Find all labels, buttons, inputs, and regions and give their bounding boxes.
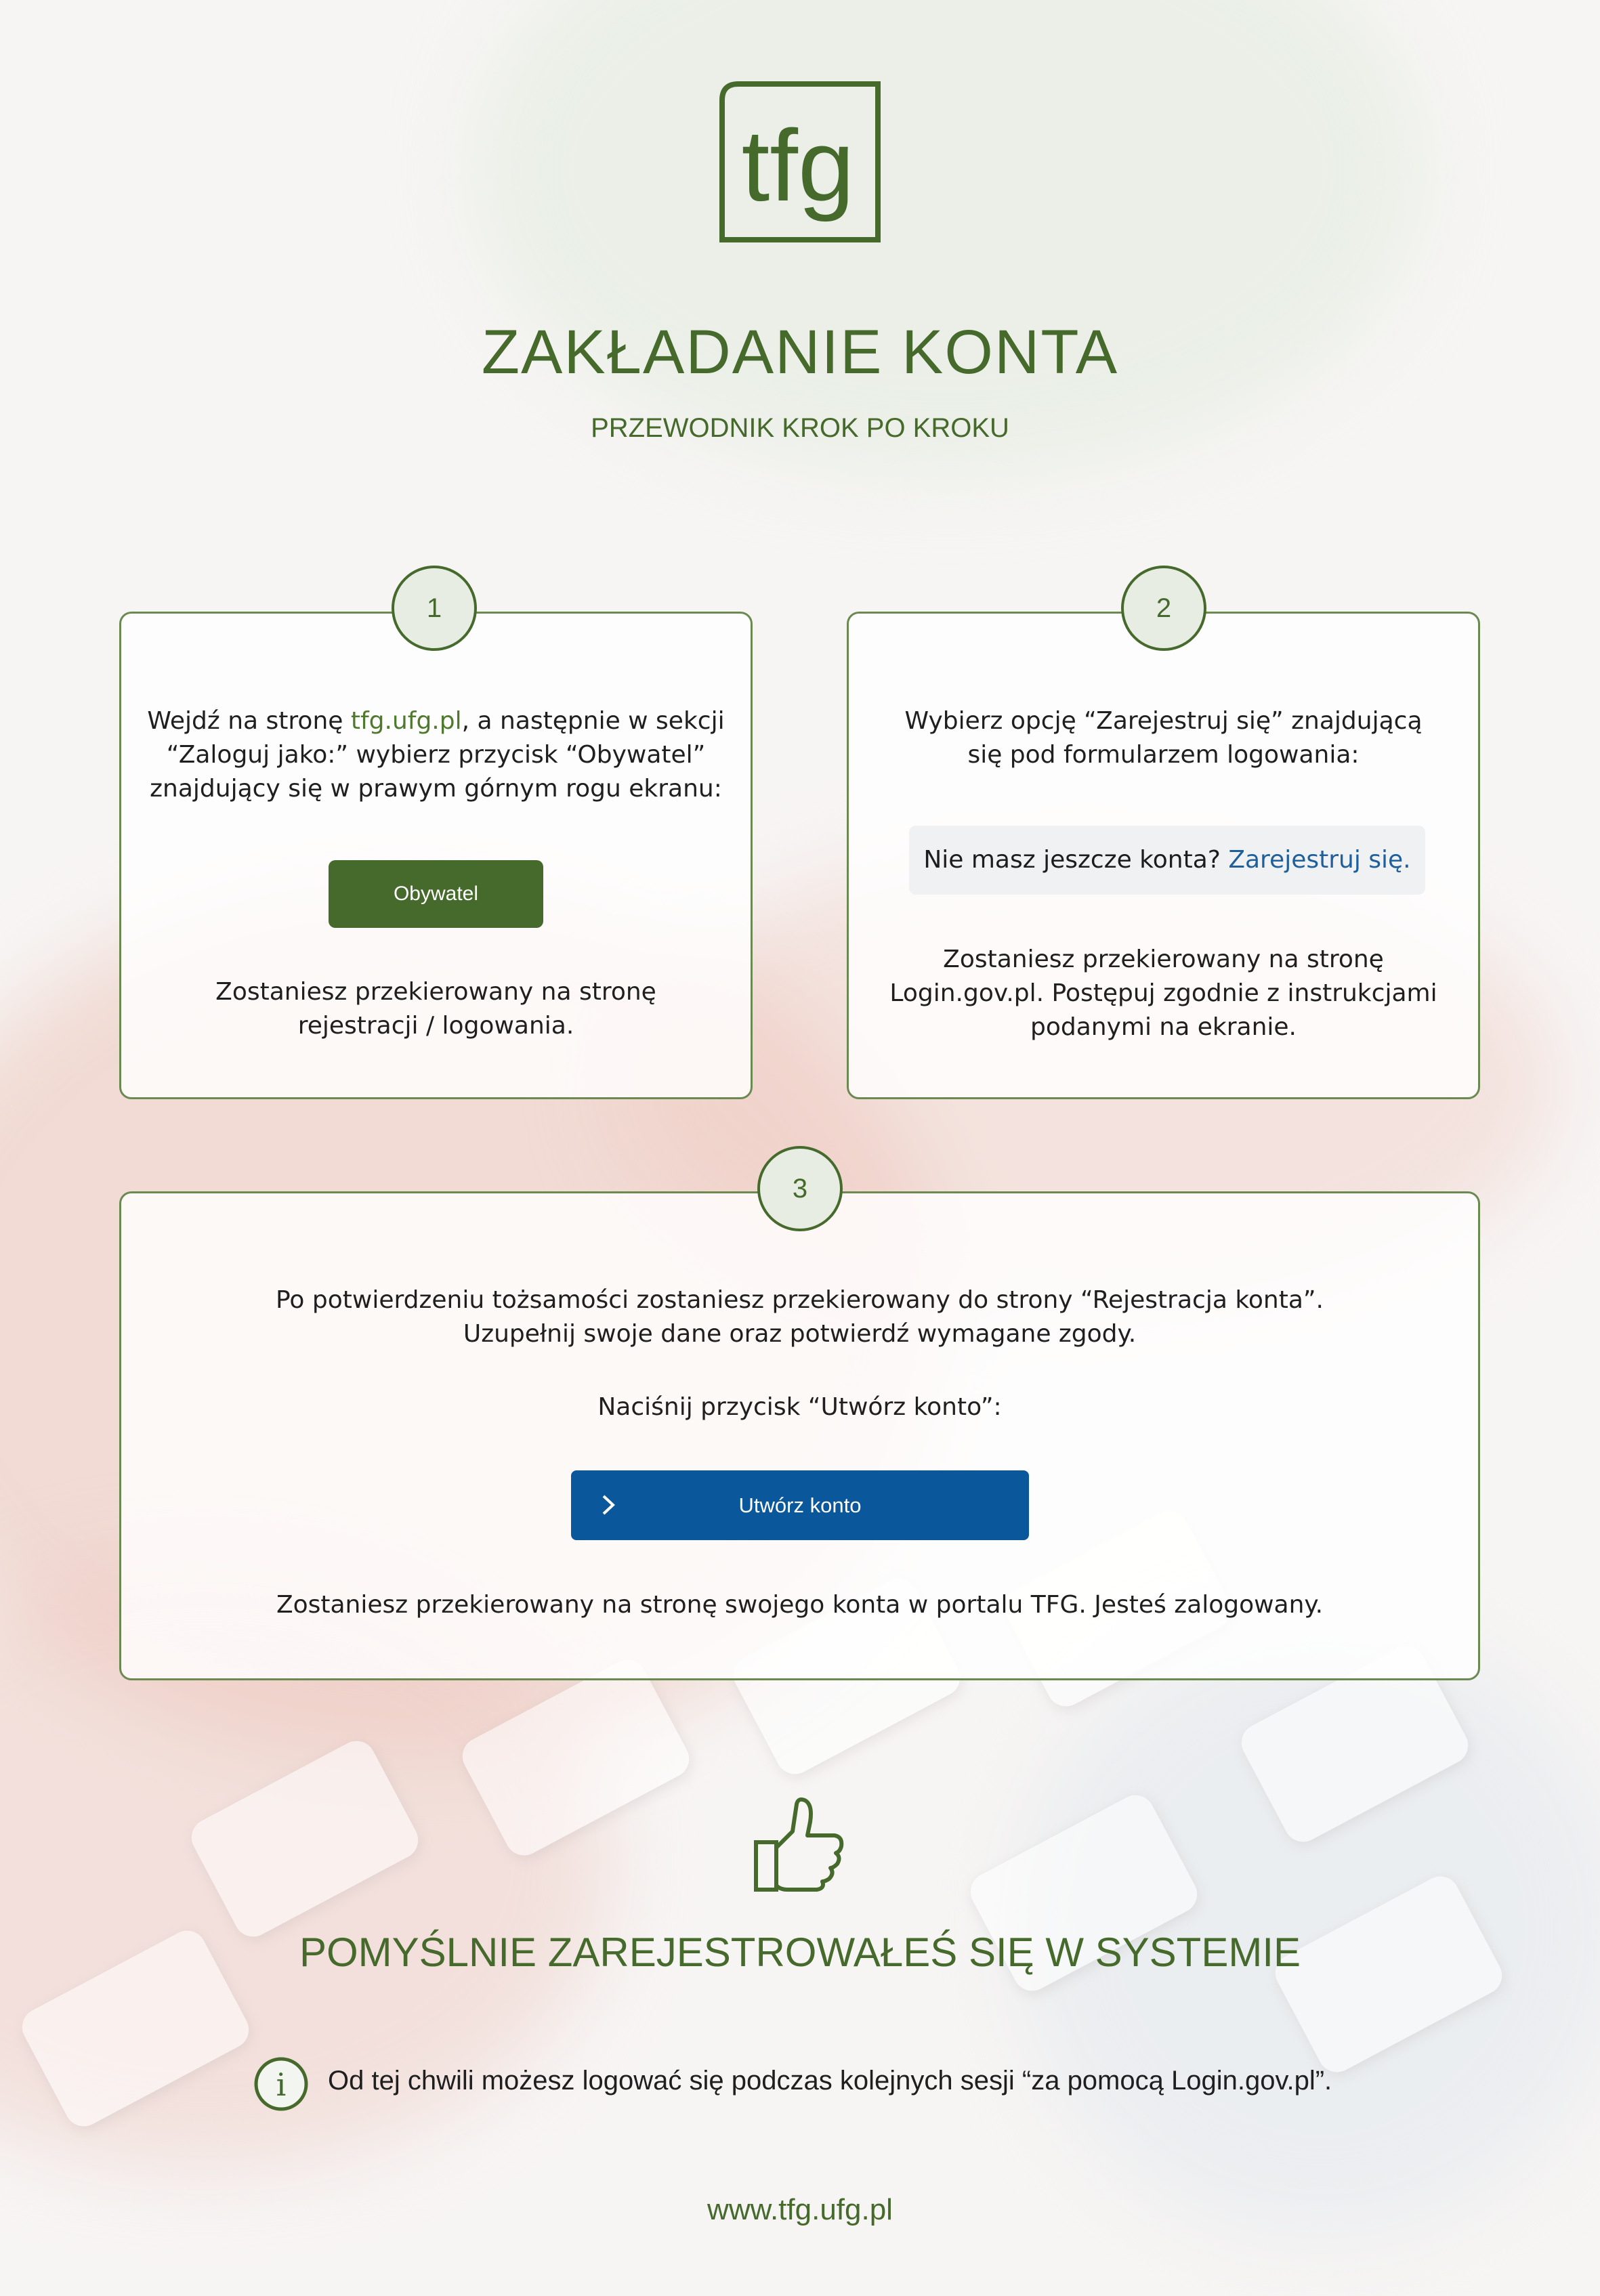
thumbs-up-icon bbox=[753, 1795, 845, 1894]
chevron-right-icon bbox=[597, 1493, 620, 1516]
svg-text:i: i bbox=[276, 2066, 287, 2103]
step-3-number: 3 bbox=[757, 1146, 843, 1231]
footer-url[interactable]: www.tfg.ufg.pl bbox=[707, 2193, 893, 2226]
step-3-result: Zostaniesz przekierowany na stronę swojego konta w portalu TFG. Jesteś zalogowany. bbox=[276, 1591, 1324, 1619]
step-2-number: 2 bbox=[1121, 566, 1206, 651]
step-2-result: Zostaniesz przekierowany na stronę Login.gov.pl. Postępuj zgodnie z instrukcjami podanymi na ekranie. bbox=[889, 945, 1437, 1041]
step-2-instructions: Wybierz opcję “Zarejestruj się” znajdującą się pod formularzem logowania: bbox=[904, 707, 1423, 769]
info-icon bbox=[253, 2056, 309, 2112]
svg-text:tfg: tfg bbox=[741, 108, 855, 222]
step-3-instructions: Po potwierdzeniu tożsamości zostaniesz przekierowany do strony “Rejestracja konta”. Uzupełnij swoje dane oraz potwierdź wymagane zgody. bbox=[275, 1286, 1324, 1348]
obywatel-button[interactable]: Obywatel bbox=[329, 860, 543, 928]
success-title: POMYŚLNIE ZAREJESTROWAŁEŚ SIĘ W SYSTEMIE bbox=[299, 1930, 1301, 1975]
tfg-logo bbox=[718, 80, 881, 242]
step-1-number: 1 bbox=[392, 566, 477, 651]
step-1-result: Zostaniesz przekierowany na stronę rejestracji / logowania. bbox=[215, 978, 656, 1040]
info-text: Od tej chwili możesz logować się podczas kolejnych sesji “za pomocą Login.gov.pl”. bbox=[328, 2066, 1332, 2096]
tfg-link[interactable]: tfg.ufg.pl bbox=[350, 707, 462, 735]
page-subtitle: PRZEWODNIK KROK PO KROKU bbox=[591, 413, 1009, 443]
step-1-instructions: Wejdź na stronę tfg.ufg.pl, a następnie w sekcji “Zaloguj jako:” wybierz przycisk “Obywatel” znajdujący się w prawym górnym rogu ekranu: bbox=[147, 707, 725, 803]
register-link[interactable]: Zarejestruj się. bbox=[1228, 846, 1411, 874]
create-account-button[interactable]: Utwórz konto bbox=[571, 1470, 1029, 1540]
register-hint-box: Nie masz jeszcze konta? Zarejestruj się. bbox=[909, 826, 1425, 895]
step-3-press-instruction: Naciśnij przycisk “Utwórz konto”: bbox=[597, 1393, 1002, 1421]
page-title: ZAKŁADANIE KONTA bbox=[481, 318, 1119, 387]
